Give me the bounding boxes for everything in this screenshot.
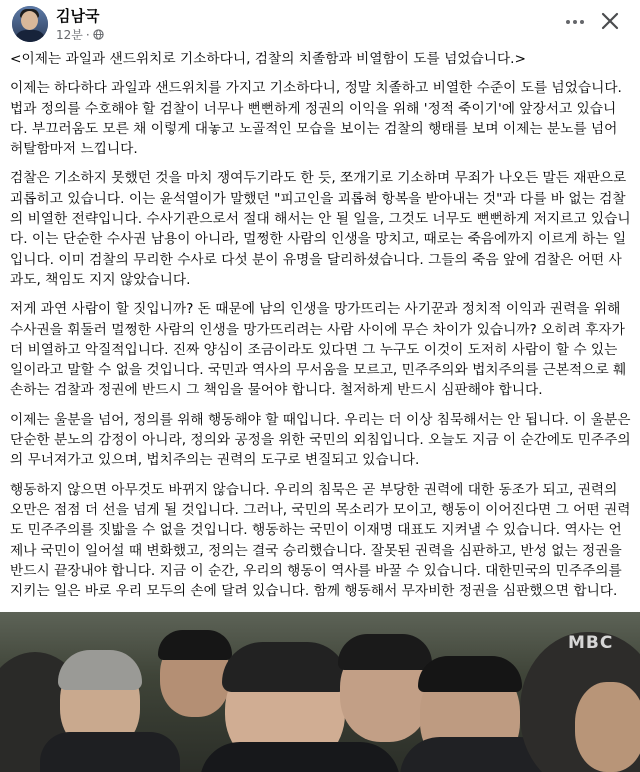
more-dot — [580, 20, 584, 24]
post-paragraph: <이제는 과일과 샌드위치로 기소하다니, 검찰의 치졸함과 비열함이 도를 넘었습니다.> — [10, 51, 527, 67]
author-avatar[interactable] — [12, 6, 48, 42]
post-header — [0, 0, 640, 44]
photo-figure — [158, 630, 232, 660]
photo-figure — [58, 650, 142, 690]
more-options-icon — [566, 20, 570, 24]
post-paragraph: 행동하지 않으면 아무것도 바뀌지 않습니다. 우리의 침묵은 곧 부당한 권력에 대한 동조가 되고, 권력의 오만은 점점 더 선을 넘게 될 것입니다. 그러나, 국민의 목소리가 모이고, 행동이 이어진다면 그 어떤 권력도 민주주의를 짓밟을 수 없을 것입니다. 행동하는 국민이 이재명 대표도 지켜낼 수 있습니다. 역사는 언제나 국민이 일어설 때 변화했고, 정의는 결국 승리했습니다. 잘못된 권력을 심판하고, 반성 없는 정권을 반드시 끝장내야 합니다. 지금 이 순간, 우리의 행동이 역사를 바꿀 수 있습니다. 대한민국의 민주주의를 지키는 일은 바로 우리 모두의 손에 달려 있습니다. 함께 행동해서 무자비한 정권을 심판했으면 합니다. — [10, 481, 631, 600]
mbc-watermark: MBC — [568, 633, 614, 653]
globe-icon — [93, 29, 104, 40]
meta-separator: · — [85, 27, 90, 42]
photo-figure — [418, 656, 522, 692]
post-time[interactable]: 12분 — [56, 28, 83, 42]
post-photo[interactable] — [0, 612, 640, 772]
post-paragraph: 저게 과연 사람이 할 짓입니까? 돈 때문에 남의 인생을 망가뜨리는 사기꾼과 정치적 이익과 권력을 위해 수사권을 휘둘러 멀쩡한 사람의 인생을 망가뜨리려는 사람 사이에 무슨 차이가 있습니까? 오히려 후자가 더 비열하고 악질적입니다. 진짜 양심이 조금이라도 있다면 그 누구도 이것이 도저히 사람이 할 수 있는 일이라고 말할 수 없을 것입니다. 국민과 역사의 무서움을 모르고, 민주주의와 법치주의를 근본적으로 훼손하는 검찰과 정권에 반드시 그 책임을 물어야 합니다. 철저하게 반드시 심판해야 합니다. — [10, 301, 627, 399]
author-name[interactable]: 김남국 — [56, 7, 100, 25]
close-icon[interactable] — [598, 9, 622, 33]
more-options-button[interactable] — [562, 12, 588, 32]
post-paragraph: 이제는 울분을 넘어, 정의를 위해 행동해야 할 때입니다. 우리는 더 이상 침묵해서는 안 됩니다. 이 울분은 단순한 분노의 감정이 아니라, 정의와 공정을 위한 국민의 외침입니다. 오늘도 지금 이 순간에도 민주주의의 무너져가고 있으며, 법치주의는 권력의 도구로 변질되고 있습니다. — [10, 411, 631, 469]
photo-figure — [575, 682, 640, 772]
photo-figure — [338, 634, 432, 670]
more-dot — [573, 20, 577, 24]
post-paragraph: 검찰은 기소하지 못했던 것을 마치 쟁여두기라도 한 듯, 쪼개기로 기소하며 무죄가 나오든 말든 재판으로 괴롭히고 있습니다. 이는 윤석열이가 말했던 "피고인을 괴롭혀 항복을 받아내는 것"과 다를 바 없는 검찰의 비열한 전략입니다. 수사기관으로서 절대 해서는 안 될 일을, 그것도 너무도 뻔뻔하게 저지르고 있습니다. 이는 단순한 수사권 남용이 아니라, 멀쩡한 사람의 인생을 망치고, 때로는 죽음에까지 이르게 하는 일입니다. 이미 검찰의 무리한 수사로 다섯 분이 유명을 달리하셨습니다. 그들의 죽음 앞에 검찰은 어떤 사과도, 책임도 지지 않았습니다. — [10, 170, 631, 288]
photo-figure — [40, 732, 180, 772]
post-paragraph: 이제는 하다하다 과일과 샌드위치를 가지고 기소하다니, 정말 치졸하고 비열한 수준이 도를 넘었습니다. 법과 정의를 수호해야 할 검찰이 너무나 뻔뻔하게 정권의 이익을 위해 '정적 죽이기'에 앞장서고 있습니다. 부끄러움도 모른 채 이렇게 대놓고 노골적인 모습을 보이는 검찰의 행태를 보며 이제는 분노를 넘어 허탈함마저 느낍니다. — [10, 80, 622, 158]
post-body — [10, 49, 632, 610]
photo-figure — [222, 642, 348, 692]
post-meta — [56, 26, 104, 43]
photo-figure — [200, 742, 400, 772]
